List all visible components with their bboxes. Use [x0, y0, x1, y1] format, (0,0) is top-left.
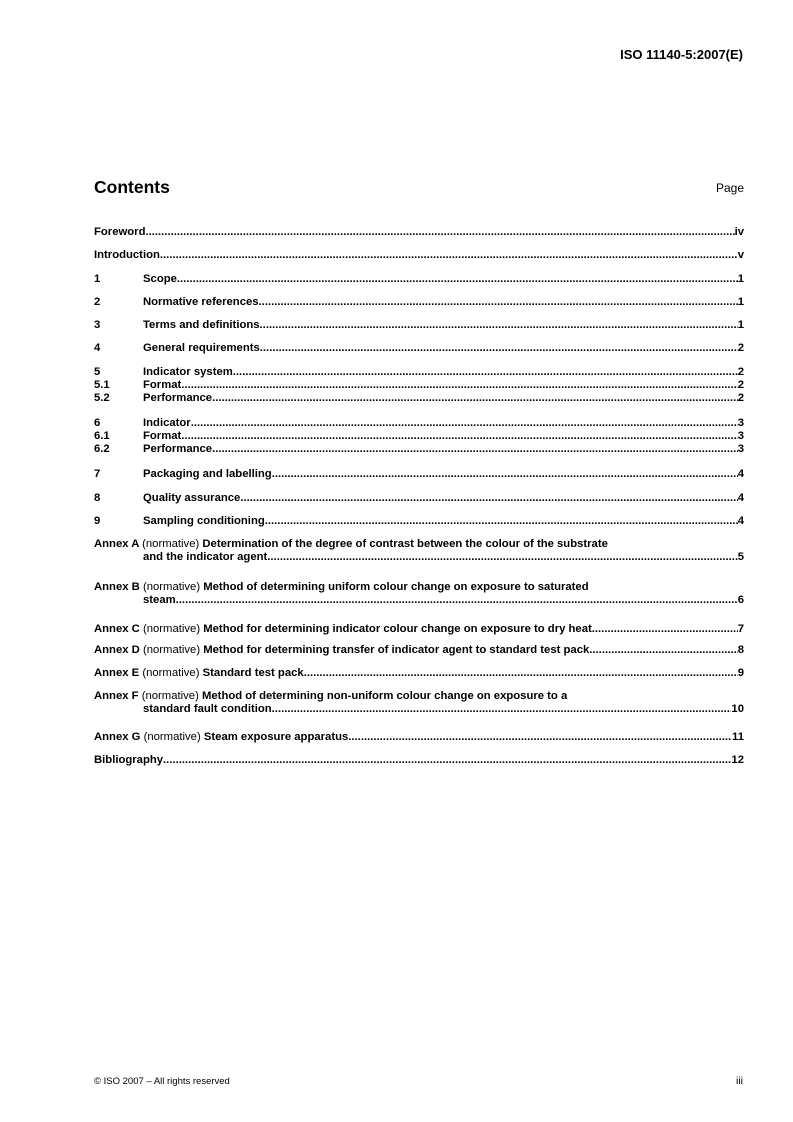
toc-label: Format: [143, 379, 182, 391]
toc-page: 5: [737, 551, 744, 563]
annex-first-line: [94, 538, 744, 551]
leader-dots: [160, 249, 738, 262]
annex-title-cont: standard fault condition: [143, 703, 272, 715]
page-number: iii: [736, 1075, 743, 1087]
toc-page: 11: [732, 731, 744, 743]
toc-label: Indicator: [143, 417, 191, 429]
annex-kind: (normative): [142, 623, 201, 635]
toc-entry-annex-d[interactable]: [94, 644, 744, 657]
toc-page: 1: [737, 296, 744, 308]
toc-entry-6-2-performance[interactable]: [94, 443, 744, 456]
leader-dots: [212, 392, 738, 405]
annex-kind: (normative): [142, 538, 200, 550]
toc-page: v: [737, 249, 744, 261]
toc-label: Indicator system: [143, 366, 233, 378]
toc-entry-quality-assurance[interactable]: [94, 492, 744, 505]
toc-entry-packaging-labelling[interactable]: [94, 468, 744, 481]
toc-page: 10: [731, 703, 744, 715]
annex-id: Annex A: [94, 538, 139, 550]
toc-page: 6: [737, 594, 744, 606]
toc-page: 1: [737, 273, 744, 285]
toc-label: Sampling conditioning: [143, 515, 265, 527]
annex-title: Method for determining transfer of indicator agent to standard test pack: [203, 644, 590, 656]
toc-entry-scope[interactable]: [94, 273, 744, 286]
toc-label: Normative references: [143, 296, 259, 308]
leader-dots: [348, 731, 732, 744]
toc-label: Foreword: [94, 226, 146, 238]
annex-first-line: [94, 581, 744, 594]
toc-number: 2: [94, 296, 101, 308]
annex-title: Method of determining uniform colour change on exposure to saturated: [203, 581, 589, 593]
annex-title: Steam exposure apparatus: [203, 731, 349, 743]
toc-entry-annex-b[interactable]: [94, 581, 744, 607]
toc-label: Performance: [143, 443, 213, 455]
toc-entry-foreword[interactable]: [94, 226, 744, 239]
leader-dots: [233, 366, 738, 379]
annex-kind: (normative): [142, 644, 201, 656]
annex-kind: (normative): [142, 667, 200, 679]
annex-second-line: [94, 703, 744, 716]
leader-dots: [589, 644, 737, 657]
leader-dots: [181, 379, 737, 392]
leader-dots: [212, 443, 738, 456]
leader-dots: [260, 319, 738, 332]
toc-label: Performance: [143, 392, 213, 404]
annex-first-line: [94, 690, 744, 703]
toc-page: 8: [737, 644, 744, 656]
toc-label: Introduction: [94, 249, 160, 261]
leader-dots: [592, 623, 738, 636]
annex-kind: (normative): [143, 731, 201, 743]
toc-page: 4: [737, 468, 744, 480]
toc-page: 3: [737, 417, 744, 429]
toc-entry-bibliography[interactable]: [94, 754, 744, 767]
leader-dots: [145, 226, 734, 239]
toc-entry-5-1-format[interactable]: [94, 379, 744, 392]
copyright-notice: © ISO 2007 – All rights reserved: [94, 1076, 230, 1087]
toc-entry-general-requirements[interactable]: [94, 342, 744, 355]
toc-entry-annex-c[interactable]: [94, 623, 744, 636]
toc-entry-annex-a[interactable]: [94, 538, 744, 564]
toc-label: Format: [143, 430, 182, 442]
toc-number: 6.1: [94, 430, 110, 442]
toc-entry-introduction[interactable]: [94, 249, 744, 262]
toc-page: 2: [737, 392, 744, 404]
annex-title-cont: and the indicator agent: [143, 551, 268, 563]
leader-dots: [176, 594, 738, 607]
leader-dots: [260, 342, 738, 355]
leader-dots: [272, 468, 738, 481]
toc-entry-annex-f[interactable]: [94, 690, 744, 716]
toc-label: Terms and definitions: [143, 319, 260, 331]
annex-id: Annex C: [94, 623, 140, 635]
toc-number: 5: [94, 366, 101, 378]
leader-dots: [181, 430, 737, 443]
toc-entry-annex-e[interactable]: [94, 667, 744, 680]
annex-title: Method of determining non-uniform colour change on exposure to a: [201, 690, 568, 702]
toc-page: 9: [737, 667, 744, 679]
toc-page: 4: [737, 492, 744, 504]
toc-number: 9: [94, 515, 101, 527]
document-id: ISO 11140-5:2007(E): [620, 47, 743, 62]
annex-title: Determination of the degree of contrast between the colour of the substrate: [202, 538, 608, 550]
toc-number: 6.2: [94, 443, 110, 455]
annex-id: Annex F: [94, 690, 139, 702]
leader-dots: [272, 703, 732, 716]
leader-dots: [177, 273, 738, 286]
toc-entry-terms-definitions[interactable]: [94, 319, 744, 332]
toc-page: 7: [737, 623, 744, 635]
leader-dots: [304, 667, 738, 680]
toc-entry-sampling-conditioning[interactable]: [94, 515, 744, 528]
annex-title: Standard test pack: [202, 667, 304, 679]
annex-id: Annex D: [94, 644, 140, 656]
toc-number: 1: [94, 273, 101, 285]
toc-label: Quality assurance: [143, 492, 241, 504]
toc-page: 3: [737, 430, 744, 442]
toc-page: 4: [737, 515, 744, 527]
toc-label: Packaging and labelling: [143, 468, 272, 480]
toc-number: 6: [94, 417, 101, 429]
toc-entry-annex-g[interactable]: [94, 731, 744, 744]
toc-number: 5.1: [94, 379, 110, 391]
toc-number: 3: [94, 319, 101, 331]
annex-title: Method for determining indicator colour change on exposure to dry heat: [203, 623, 592, 635]
toc-label: Scope: [143, 273, 177, 285]
toc-page: 3: [737, 443, 744, 455]
toc-number: 5.2: [94, 392, 110, 404]
annex-second-line: [94, 594, 744, 607]
toc-page: iv: [734, 226, 744, 238]
leader-dots: [163, 754, 731, 767]
annex-kind: (normative): [142, 581, 201, 593]
toc-page: 2: [737, 342, 744, 354]
toc-entry-indicator[interactable]: [94, 417, 744, 430]
toc-entry-5-2-performance[interactable]: [94, 392, 744, 405]
toc-label: Bibliography: [94, 754, 164, 766]
leader-dots: [259, 296, 738, 309]
toc-page: 1: [737, 319, 744, 331]
leader-dots: [265, 515, 738, 528]
page-column-label: Page: [715, 181, 744, 195]
toc-page: 12: [731, 754, 744, 766]
annex-id: Annex B: [94, 581, 140, 593]
toc-page: 2: [737, 366, 744, 378]
annex-kind: (normative): [141, 690, 199, 702]
annex-id: Annex G: [94, 731, 141, 743]
leader-dots: [240, 492, 737, 505]
leader-dots: [267, 551, 737, 564]
annex-title-cont: steam: [143, 594, 176, 606]
annex-second-line: [94, 551, 744, 564]
contents-title: Contents: [94, 177, 170, 197]
toc-number: 4: [94, 342, 101, 354]
toc-entry-normative-references[interactable]: [94, 296, 744, 309]
leader-dots: [191, 417, 738, 430]
toc-entry-indicator-system[interactable]: [94, 366, 744, 379]
toc-number: 8: [94, 492, 101, 504]
toc-label: General requirements: [143, 342, 260, 354]
toc-number: 7: [94, 468, 101, 480]
toc-page: 2: [737, 379, 744, 391]
toc-entry-6-1-format[interactable]: [94, 430, 744, 443]
annex-id: Annex E: [94, 667, 140, 679]
contents-heading: [94, 177, 744, 199]
